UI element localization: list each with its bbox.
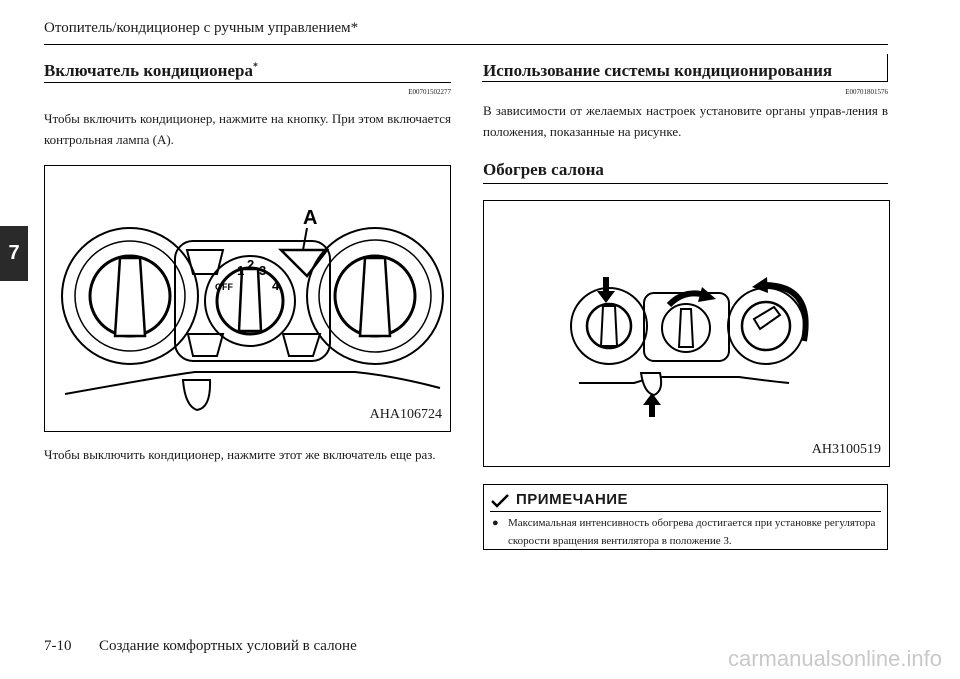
- footer-section-title: Создание комфортных условий в салоне: [99, 638, 357, 654]
- note-item-text: Максимальная интенсивность обогрева достигается при установке регулятора скорости вращения вентилятора в положение 3.: [508, 517, 876, 547]
- paragraph-ac-off: Чтобы выключить кондиционер, нажмите этот же включатель еще раз.: [44, 447, 436, 462]
- section-title-ac-switch: [44, 61, 258, 81]
- subsection-title-heating: Обогрев салона: [483, 160, 604, 179]
- knob-number-1: 1: [237, 263, 245, 278]
- note-header: [490, 491, 881, 512]
- figure-label: AH3100519: [811, 442, 881, 457]
- knob-number-3: 3: [259, 263, 267, 278]
- heating-panel-illustration: [484, 201, 889, 466]
- watermark: carmanualsonline.info: [727, 646, 942, 671]
- figure-heating-setting: [483, 200, 890, 467]
- page-footer: [44, 638, 357, 655]
- subsection-divider: [483, 183, 888, 184]
- page-number: 7-10: [44, 638, 72, 654]
- ac-panel-illustration: [45, 166, 450, 431]
- doc-code: E00701502277: [408, 88, 451, 96]
- callout-label-a: A: [303, 207, 318, 229]
- doc-code: E00701801576: [845, 88, 888, 96]
- note-check-icon: [490, 493, 510, 514]
- figure-ac-panel: [44, 165, 451, 432]
- header-divider: [44, 44, 888, 45]
- figure-label: AHA106724: [369, 407, 442, 422]
- note-heading: ПРИМЕЧАНИЕ: [516, 491, 629, 508]
- note-item: [492, 514, 882, 550]
- paragraph-settings: В зависимости от желаемых настроек установите органы управ-ления в положения, показанные на рисунке.: [483, 103, 888, 139]
- knob-number-2: 2: [247, 257, 255, 272]
- page-header-title: Отопитель/кондиционер с ручным управлением*: [44, 20, 359, 36]
- paragraph-ac-on: Чтобы включить кондиционер, нажмите на кнопку. При этом включается контрольная лампа (A).: [44, 111, 451, 147]
- asterisk-mark: *: [252, 61, 258, 73]
- section-title-text: Включатель кондиционера: [44, 61, 253, 80]
- note-box: [483, 484, 888, 550]
- knob-off-label: OFF: [215, 282, 233, 292]
- section-title-frame: [482, 54, 888, 82]
- section-divider: [44, 82, 451, 83]
- knob-number-4: 4: [272, 278, 280, 293]
- chapter-tab[interactable]: 7: [0, 226, 28, 281]
- section-title-ac-usage: Использование системы кондиционирования: [483, 61, 833, 80]
- bullet-icon: ●: [492, 517, 499, 529]
